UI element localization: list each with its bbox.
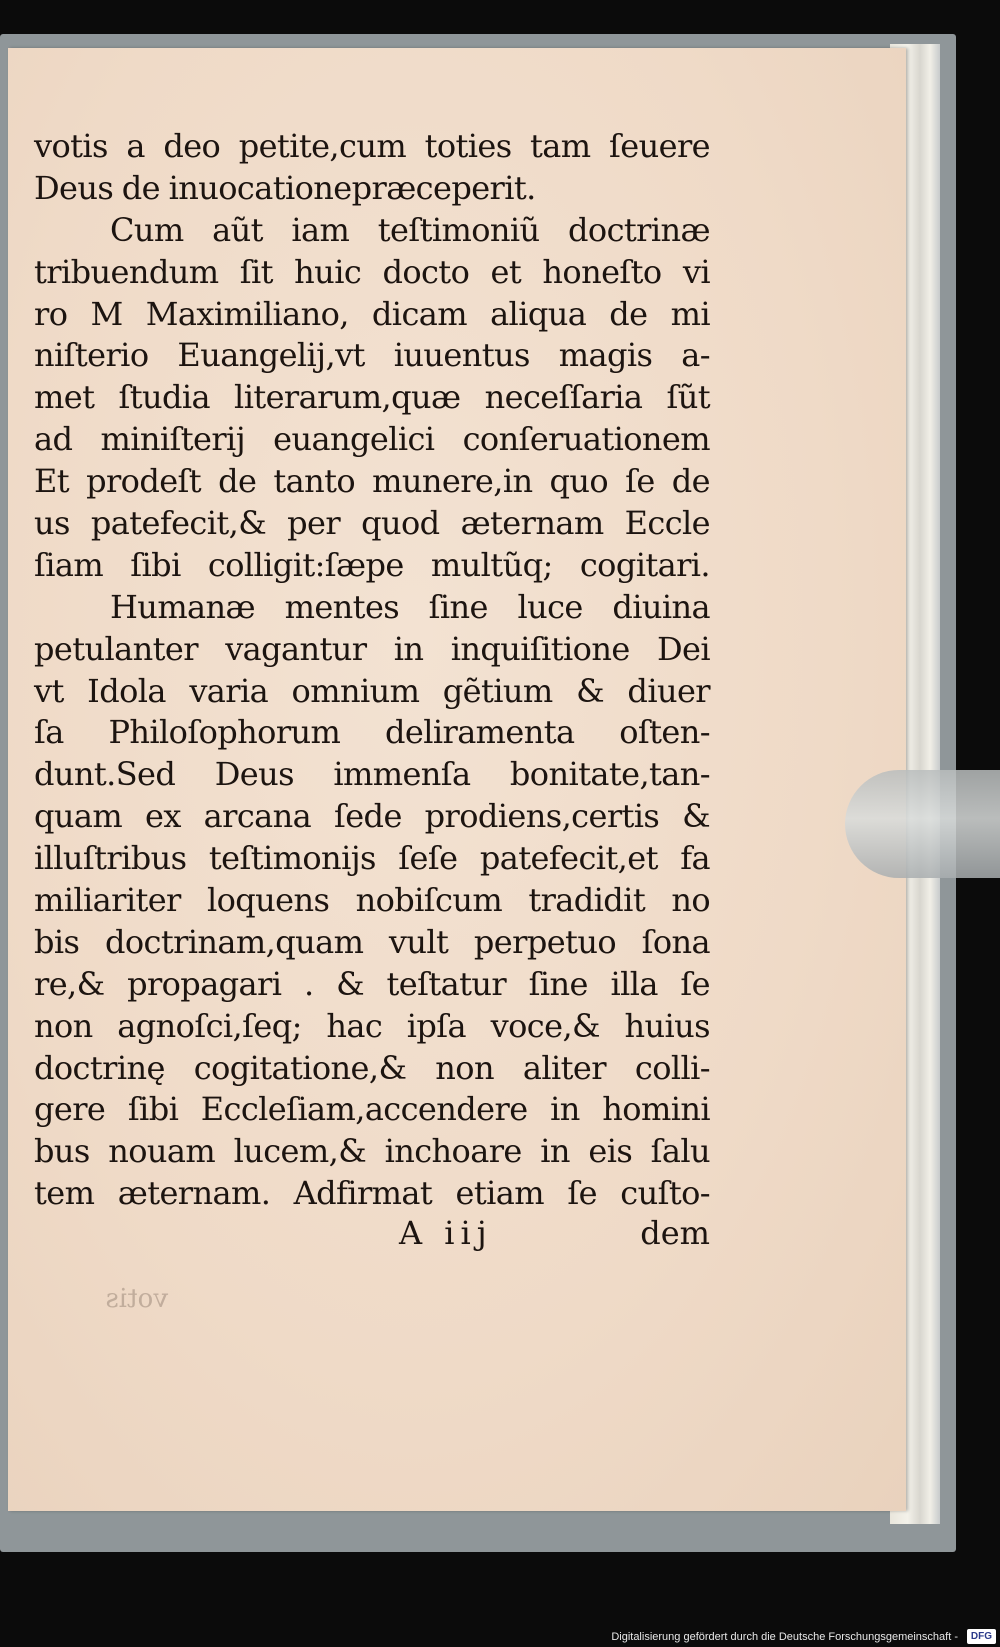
text-line: niſterio Euangelij,vt iuuentus magis a- bbox=[34, 336, 710, 375]
text-line: ad miniſterij euangelici conſeruationem bbox=[34, 420, 710, 459]
dfg-logo: DFG bbox=[967, 1629, 996, 1644]
digitization-credit: Digitalisierung gefördert durch die Deutsche Forschungsgemeinschaft - bbox=[611, 1631, 958, 1643]
text-line: quam ex arcana ſede prodiens,certis & bbox=[34, 797, 710, 836]
catchline bbox=[34, 1214, 710, 1258]
text-line: met ſtudia literarum,quæ neceſſaria ſũt bbox=[34, 378, 710, 417]
text-line: bis doctrinam,quam vult perpetuo ſona bbox=[34, 922, 710, 961]
text-line: ſiam ſibi colligit:ſæpe multũq; cogitari. bbox=[34, 545, 710, 584]
text-line: miliariter loquens nobiſcum tradidit no bbox=[34, 881, 710, 920]
text-line: bus nouam lucem,& inchoare in eis ſalu bbox=[34, 1132, 710, 1171]
text-line: Deus de inuocationepræceperit. bbox=[34, 168, 536, 207]
text-line: illuſtribus teſtimonijs ſeſe patefecit,et fa bbox=[34, 839, 710, 878]
page-holder-clip bbox=[845, 770, 1000, 878]
text-line: Cum aũt iam teſtimoniũ doctrinæ bbox=[110, 210, 710, 249]
text-line: dunt.Sed Deus immenſa bonitate,tan- bbox=[34, 755, 710, 794]
text-line: votis a deo petite,cum toties tam ſeuere bbox=[34, 127, 710, 165]
catchword: dem bbox=[640, 1214, 710, 1252]
text-line: non agnoſci,ſeq; hac ipſa voce,& huius bbox=[34, 1006, 710, 1045]
signature-mark: A iij bbox=[399, 1214, 493, 1252]
text-line: Humanæ mentes ſine luce diuina bbox=[110, 587, 710, 626]
text-line: doctrinę cogitatione,& non aliter colli- bbox=[34, 1048, 710, 1087]
text-line: vt Idola varia omnium gẽtium & diuer bbox=[34, 671, 710, 710]
text-line: us patefecit,& per quod æternam Eccle bbox=[34, 504, 710, 543]
text-line: ſa Philoſophorum deliramenta oſten- bbox=[34, 713, 710, 752]
text-line: gere ſibi Eccleſiam,accendere in homini bbox=[34, 1090, 710, 1129]
text-line: Et prodeſt de tanto munere,in quo ſe de bbox=[34, 462, 710, 501]
text-line: tribuendum ſit huic docto et honeſto vi bbox=[34, 252, 710, 291]
text-line: tem æternam. Adfirmat etiam ſe cuſto- bbox=[34, 1174, 710, 1213]
show-through-text: votis bbox=[105, 1284, 168, 1314]
text-line: ro M Maximiliano, dicam aliqua de mi bbox=[34, 294, 710, 333]
text-line: re,& propagari . & teſtatur ſine illa ſe bbox=[34, 964, 710, 1003]
text-line: petulanter vagantur in inquiſitione Dei bbox=[34, 629, 710, 668]
page-text-block bbox=[34, 126, 710, 1215]
